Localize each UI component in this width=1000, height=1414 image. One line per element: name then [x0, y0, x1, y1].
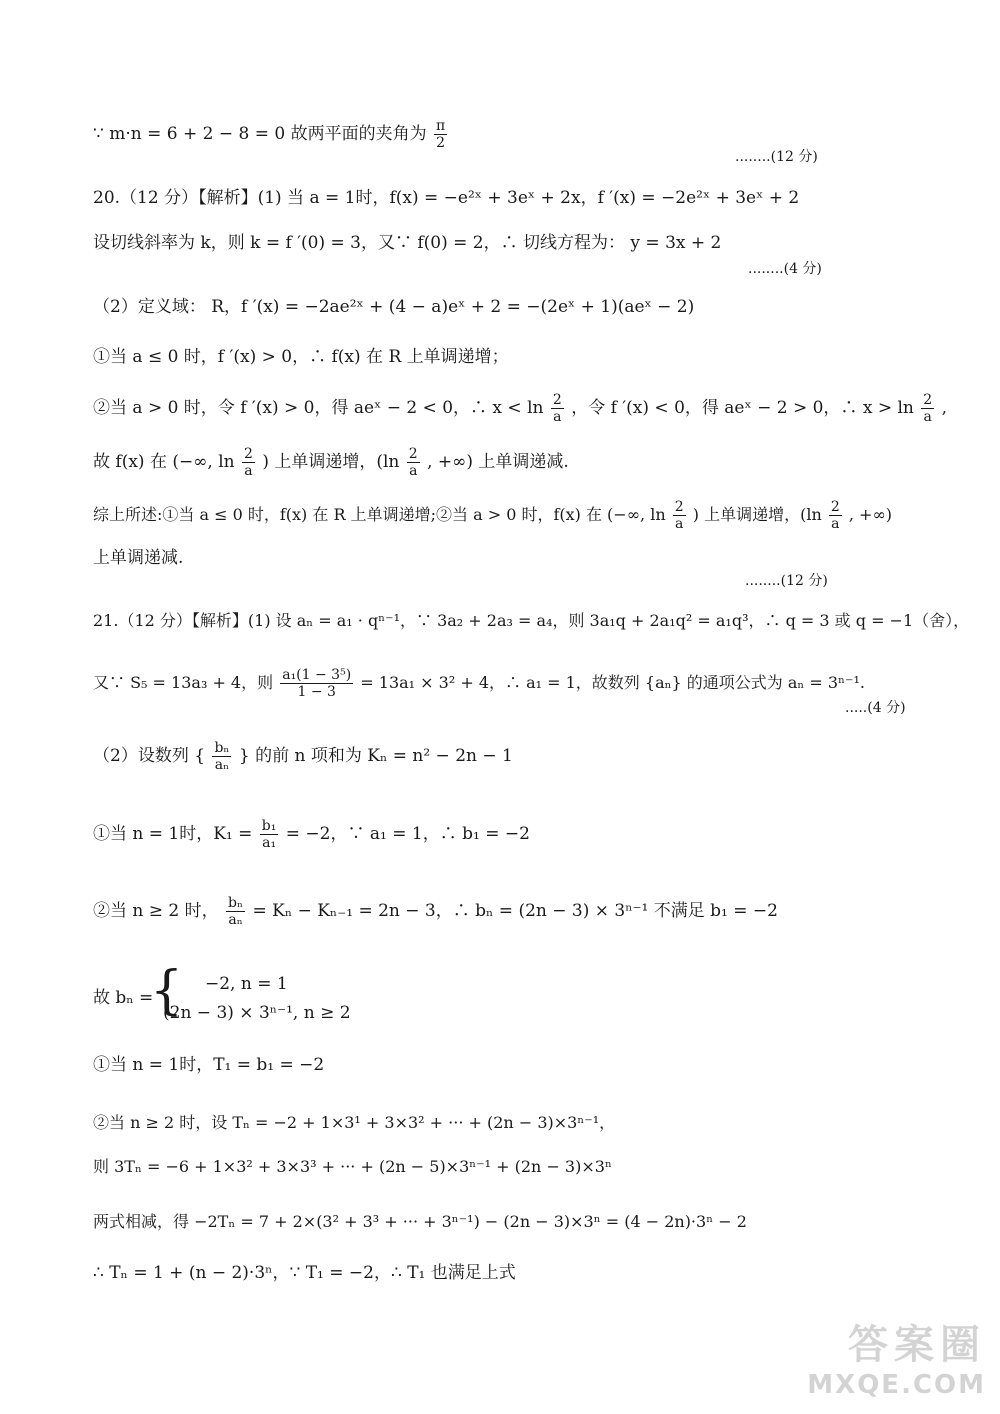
denominator: a — [553, 409, 562, 426]
numerator: 2 — [552, 392, 562, 408]
fraction — [673, 499, 686, 532]
fraction — [829, 499, 842, 532]
score-label: ........(4 分) — [748, 261, 822, 277]
math-text: ②当 n ≥ 2 时， — [93, 901, 219, 922]
math-text: } 的前 n 项和为 Kₙ = n² − 2n − 1 — [238, 746, 513, 767]
fraction — [551, 392, 564, 425]
math-text: = 13a₁ × 3² + 4，∴ a₁ = 1，故数列 {aₙ} 的通项公式为 aₙ = 3ⁿ⁻¹. — [360, 673, 865, 693]
numerator: 2 — [830, 499, 840, 515]
math-text: , +∞) — [848, 505, 893, 525]
solution-line: ②当 a > 0 时，令 f ′(x) > 0，得 aeˣ − 2 < 0，∴ x < ln $\frac{2}{a}$ ，令 f ′(x) < 0，得 aeˣ − 2 > 0，∴ x > ln $\frac{2}{a}$ , — [93, 392, 947, 426]
solution-line — [93, 895, 778, 928]
solution-line: 上单调递减. — [93, 548, 184, 568]
fraction — [242, 446, 255, 479]
fraction — [921, 392, 934, 425]
solution-line: ①当 n = 1时，T₁ = b₁ = −2 — [93, 1055, 325, 1075]
solution-line: 20.（12 分）【解析】(1) 当 a = 1时，f(x) = −e²ˣ + 3eˣ + 2x，f ′(x) = −2e²ˣ + 3eˣ + 2 — [93, 188, 800, 208]
piecewise-case: (2n − 3) × 3ⁿ⁻¹, n ≥ 2 — [163, 1003, 351, 1023]
fraction — [280, 667, 353, 700]
math-text: ①当 n = 1时，K₁ = — [93, 824, 253, 845]
fraction — [226, 895, 245, 928]
solution-line — [93, 740, 513, 773]
solution-line: ①当 a ≤ 0 时，f ′(x) > 0，∴ f(x) 在 R 上单调递增； — [93, 347, 509, 367]
math-text: = Kₙ − Kₙ₋₁ = 2n − 3，∴ bₙ = (2n − 3) × 3ⁿ⁻¹ 不满足 b₁ = −2 — [252, 901, 778, 922]
score-label: ........(12 分) — [745, 573, 828, 589]
denominator: a — [409, 463, 418, 480]
fraction — [260, 818, 279, 851]
fraction — [434, 118, 447, 151]
denominator: a — [244, 463, 253, 480]
math-text: , +∞) 上单调递减. — [427, 452, 569, 473]
math-text: = −2，∵ a₁ = 1，∴ b₁ = −2 — [285, 824, 530, 845]
numerator: bₙ — [228, 895, 244, 911]
math-text: ) 上单调递增，(ln — [692, 505, 822, 525]
math-text: 综上所述:①当 a ≤ 0 时，f(x) 在 R 上单调递增;②当 a > 0 时，f(x) 在 (−∞, ln — [93, 505, 666, 525]
math-text: （2）设数列 { — [93, 746, 206, 767]
solution-line — [93, 446, 569, 479]
numerator: 2 — [923, 392, 933, 408]
watermark-url: MXQE.COM — [807, 1370, 986, 1400]
score-label: ........(12 分) — [735, 149, 818, 165]
math-text: ∵ m·n = 6 + 2 − 8 = 0 故两平面的夹角为 — [93, 124, 427, 145]
solution-line: 两式相减，得 −2Tₙ = 7 + 2×(3² + 3³ + ··· + 3ⁿ⁻¹) − (2n − 3)×3ⁿ = (4 − 2n)·3ⁿ − 2 — [93, 1212, 747, 1231]
numerator: a₁(1 − 3⁵) — [282, 667, 352, 683]
solution-line: 21.（12 分）【解析】(1) 设 aₙ = a₁ · qⁿ⁻¹，∵ 3a₂ + 2a₃ = a₄，则 3a₁q + 2a₁q² = a₁q³，∴ q = 3 或 q = −1（舍）， — [93, 611, 970, 630]
denominator: a₁ — [262, 835, 277, 852]
solution-line — [93, 118, 449, 151]
numerator: 2 — [674, 499, 684, 515]
watermark-text: 答案圈 — [848, 1322, 986, 1368]
math-text: 故 f(x) 在 (−∞, ln — [93, 452, 235, 473]
solution-line: ②当 n ≥ 2 时，设 Tₙ = −2 + 1×3¹ + 3×3² + ··· + (2n − 3)×3ⁿ⁻¹， — [93, 1113, 616, 1132]
solution-line: 则 3Tₙ = −6 + 1×3² + 3×3³ + ··· + (2n − 5)×3ⁿ⁻¹ + (2n − 3)×3ⁿ — [93, 1157, 612, 1176]
solution-line — [93, 818, 530, 851]
score-label: .....(4 分) — [845, 700, 906, 716]
fraction — [407, 446, 420, 479]
solution-line — [93, 667, 865, 700]
piecewise-case: −2, n = 1 — [205, 974, 288, 994]
math-text: ，令 f ′(x) < 0，得 aeˣ − 2 > 0，∴ x > ln — [571, 398, 914, 419]
numerator: b₁ — [261, 818, 277, 834]
solution-line: （2）定义域： R，f ′(x) = −2ae²ˣ + (4 − a)eˣ + 2 = −(2eˣ + 1)(aeˣ − 2) — [93, 297, 695, 317]
denominator: aₙ — [214, 757, 230, 774]
denominator: aₙ — [228, 912, 243, 929]
numerator: π — [435, 118, 446, 134]
math-text: 又∵ S₅ = 13a₃ + 4，则 — [93, 673, 274, 693]
denominator: a — [923, 409, 932, 426]
numerator: 2 — [244, 446, 253, 462]
math-text: ②当 a > 0 时，令 f ′(x) > 0，得 aeˣ − 2 < 0，∴ x < ln — [93, 398, 544, 419]
math-text: ) 上单调递增，(ln — [262, 452, 400, 473]
solution-line: 设切线斜率为 k，则 k = f ′(0) = 3，又∵ f(0) = 2，∴ 切线方程为： y = 3x + 2 — [93, 233, 722, 253]
numerator: 2 — [408, 446, 418, 462]
numerator: bₙ — [214, 740, 230, 756]
denominator: 1 − 3 — [297, 684, 336, 701]
watermark-logo — [807, 1313, 986, 1400]
fraction — [212, 740, 231, 773]
solution-line: ∴ Tₙ = 1 + (n − 2)·3ⁿ，∵ T₁ = −2，∴ T₁ 也满足上式 — [93, 1263, 516, 1283]
denominator: 2 — [436, 135, 446, 152]
piecewise-label: 故 bₙ = — [93, 988, 154, 1008]
solution-line — [93, 499, 892, 532]
denominator: a — [675, 516, 684, 533]
brace-icon: { — [150, 961, 184, 1021]
denominator: a — [831, 516, 840, 533]
